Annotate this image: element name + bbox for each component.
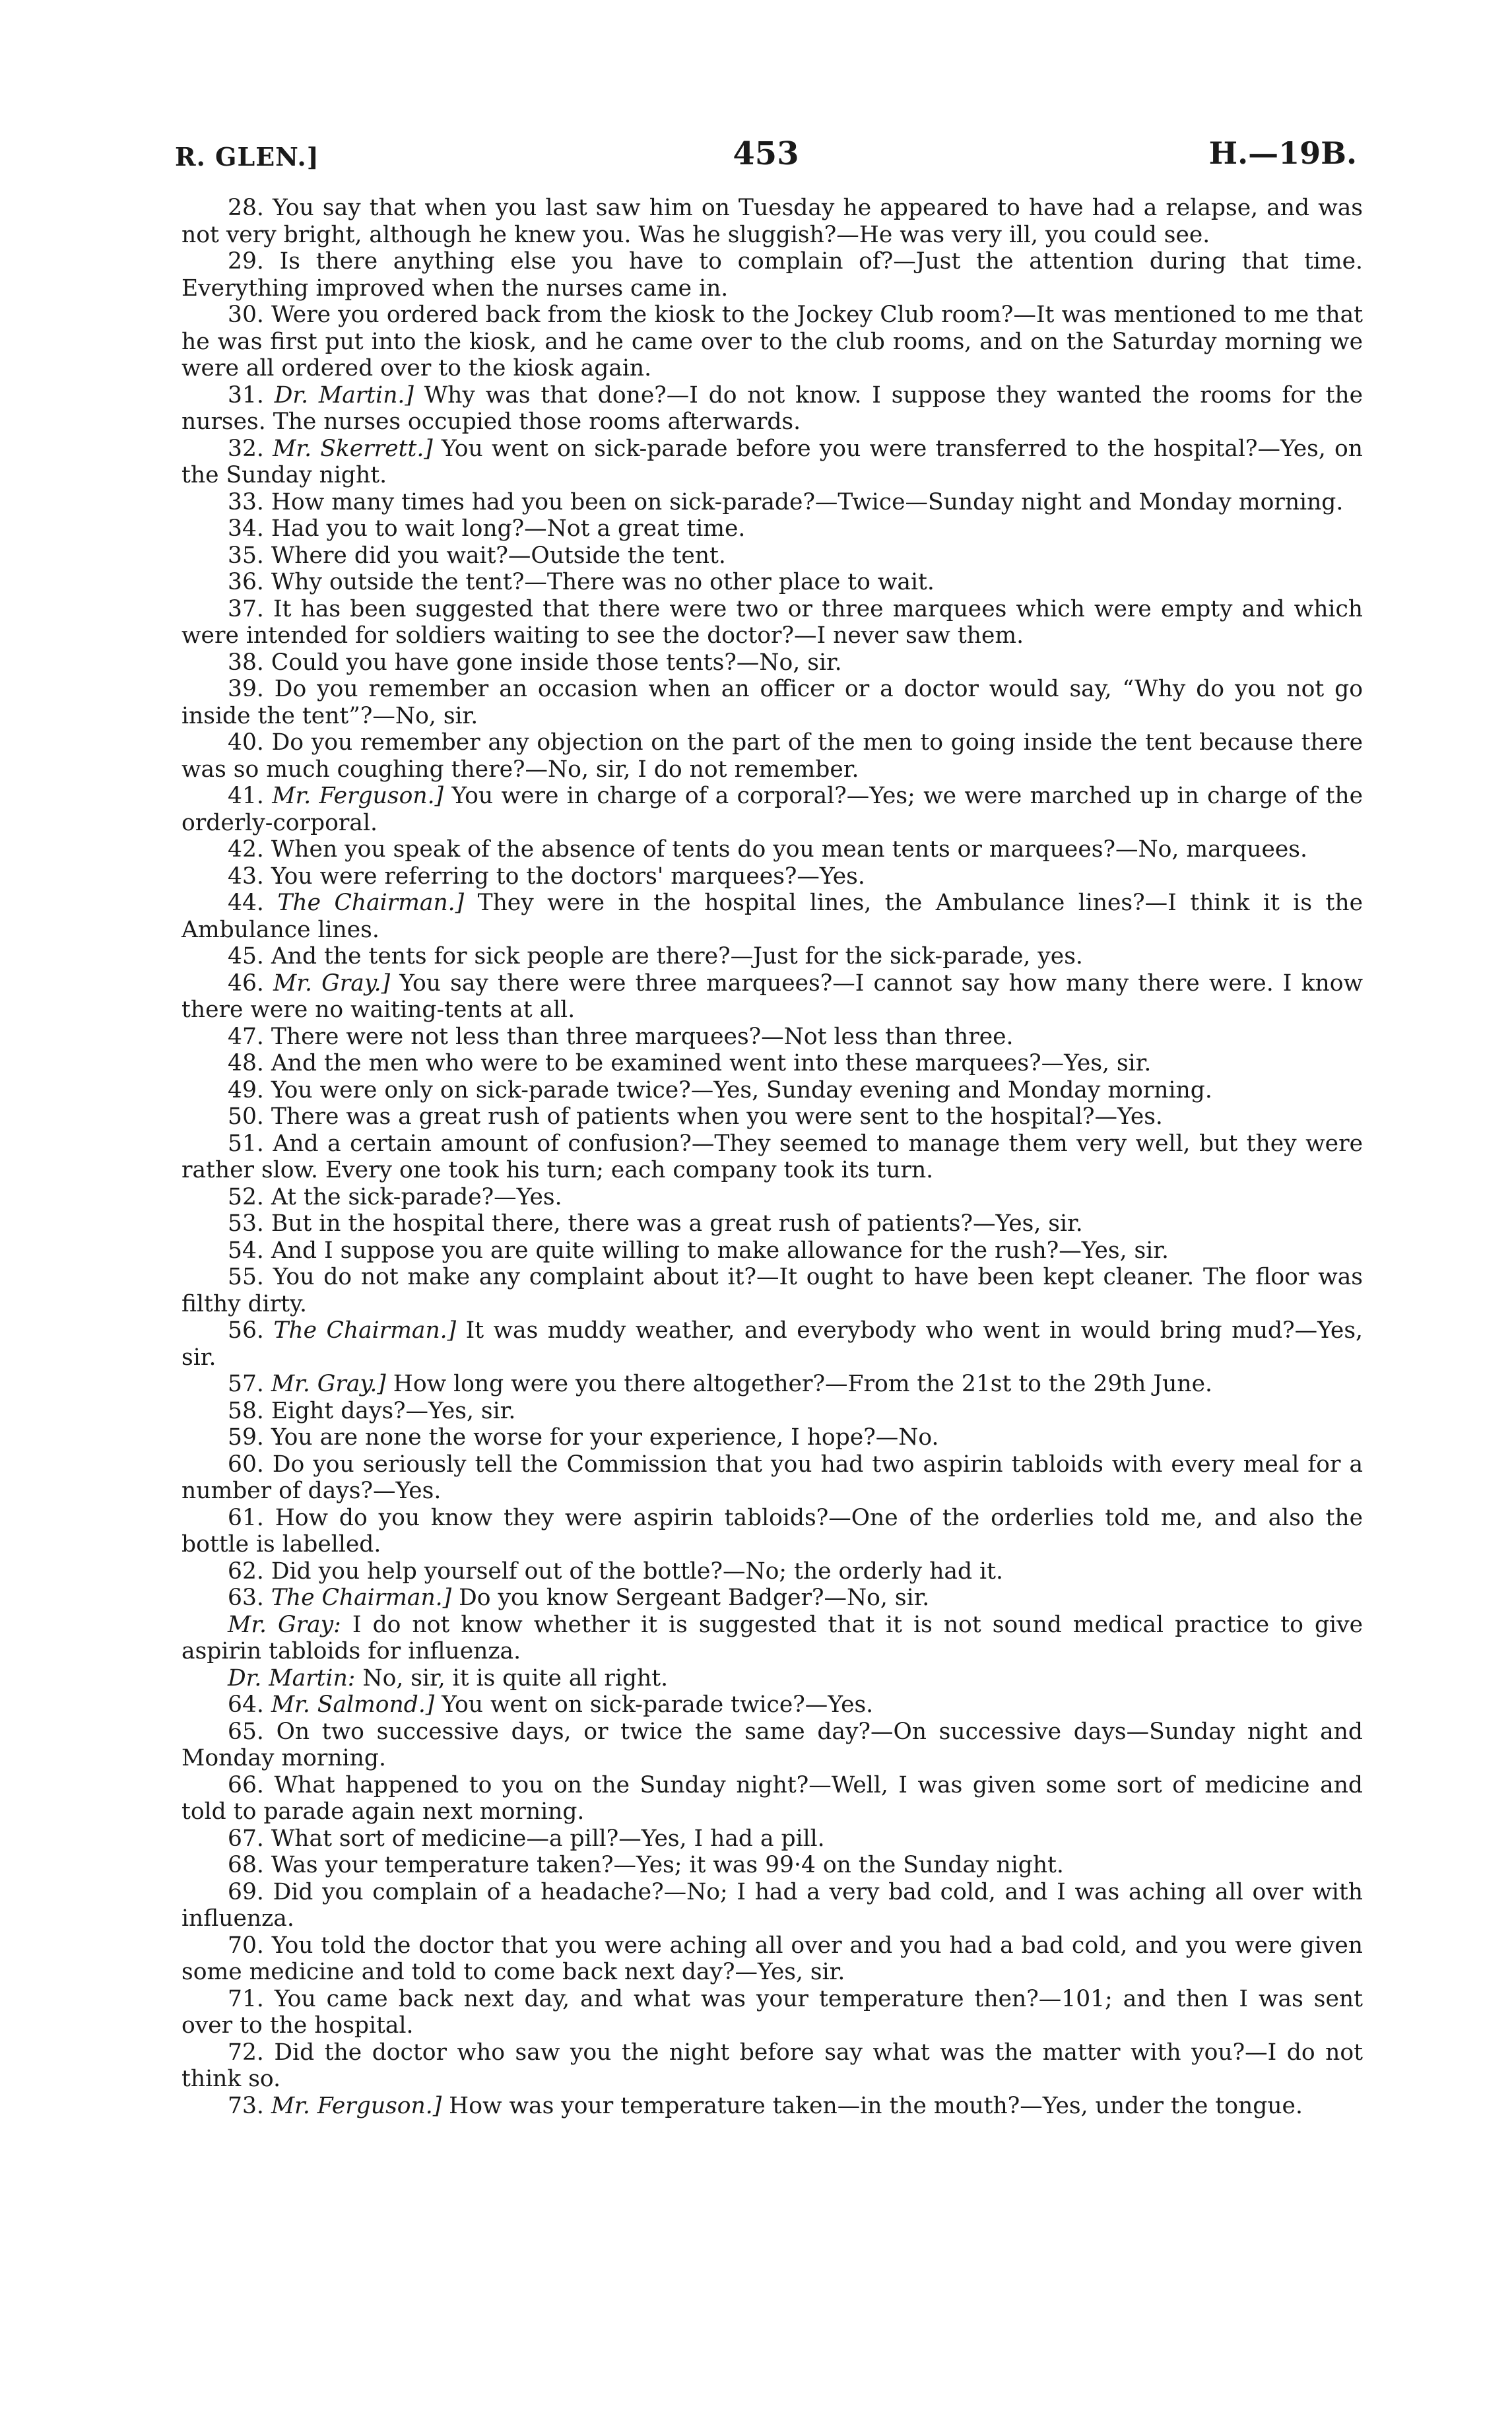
question-answer-text: You say there were three marquees?—I cannot say how many there were. I know there were no waiting-tents at all. [181,970,1364,1023]
question-answer-text: What sort of medicine—a pill?—Yes, I had a pill. [271,1825,825,1852]
transcript-paragraph [181,1371,1363,1398]
question-number: 53. [228,1210,264,1237]
question-answer-text: Do you seriously tell the Commission that you had two aspirin tabloids with every meal for a number of days?—Yes. [181,1451,1364,1504]
question-answer-text: You told the doctor that you were aching all over and you had a bad cold, and you were given some medicine and told to come back next day?—Yes, sir. [181,1932,1363,1985]
transcript-paragraph [181,649,1363,676]
transcript-paragraph [181,970,1363,1024]
question-number: 51. [228,1130,264,1157]
transcript-paragraph [181,1451,1363,1505]
question-number: 52. [228,1183,264,1210]
transcript-paragraph [181,729,1363,783]
transcript-paragraph [181,1424,1363,1451]
question-number: 28. [228,195,264,221]
question-answer-text: On two successive days, or twice the same day?—On successive days—Sunday night and Monday morning. [181,1718,1363,1771]
document-reference: H.—19B. [1208,135,1357,171]
question-answer-text: Do you remember any objection on the part of the men to going inside the tent because there was so much coughing there?—No, sir, I do not remember. [181,729,1363,783]
question-answer-text: You were referring to the doctors' marquees?—Yes. [271,863,865,890]
speaker-label: Mr. Gray.] [273,970,391,997]
transcript-paragraph [181,2039,1363,2093]
question-answer-text: You are none the worse for your experience, I hope?—No. [271,1424,939,1451]
question-answer-text: Could you have gone inside those tents?—No, sir. [271,649,842,676]
question-number: 58. [228,1397,264,1424]
question-number: 33. [228,488,264,515]
transcript-paragraph [181,1719,1363,1772]
question-answer-text: You say that when you last saw him on Tuesday he appeared to have had a relapse, and was not very bright, although he knew you. Was he sluggish?—He was very ill, you could see. [181,195,1363,248]
question-number: 68. [228,1852,264,1878]
question-number: 36. [228,569,264,595]
transcript-paragraph [181,1050,1363,1077]
speaker-label: Mr. Ferguson.] [272,783,444,809]
question-number: 31. [228,381,264,409]
transcript-paragraph [181,890,1363,943]
transcript-paragraph [181,1024,1363,1051]
transcript-paragraph [181,436,1363,489]
question-answer-text: But in the hospital there, there was a great rush of patients?—Yes, sir. [271,1210,1083,1237]
speaker-label: Mr. Skerrett.] [273,435,433,462]
question-number: 37. [228,595,264,622]
question-answer-text: Why outside the tent?—There was no other place to wait. [271,569,935,595]
question-answer-text: I do not know whether it is suggested that it is not sound medical practice to give aspirin tabloids for influenza. [181,1611,1363,1664]
question-answer-text: How do you know they were aspirin tabloids?—One of the orderlies told me, and also the bottle is labelled. [181,1504,1363,1558]
question-number: 42. [228,836,264,863]
speaker-label: The Chairman.] [273,1317,457,1344]
question-answer-text: Do you know Sergeant Badger?—No, sir. [459,1585,930,1611]
transcript-paragraph [181,1612,1363,1665]
question-number: 67. [228,1825,264,1852]
question-number: 70. [228,1932,264,1959]
transcript-paragraph [181,863,1363,890]
question-number: 49. [228,1076,264,1103]
question-number: 55. [228,1264,264,1290]
question-answer-text: How long were you there altogether?—From the 21st to the 29th June. [393,1371,1212,1397]
question-answer-text: You went on sick-parade twice?—Yes. [442,1692,874,1718]
speaker-label: The Chairman.] [271,1585,452,1611]
question-answer-text: You came back next day, and what was your temperature then?—101; and then I was sent over to the hospital. [181,1985,1363,2039]
transcript-body [181,195,1363,2119]
question-number: 57. [228,1371,264,1397]
question-number: 46. [228,970,264,997]
question-number: 41. [228,783,264,809]
transcript-paragraph [181,1103,1363,1131]
transcript-paragraph [181,1131,1363,1184]
question-number: 35. [228,542,264,569]
question-number: 59. [228,1424,264,1451]
question-answer-text: They were in the hospital lines, the Ambulance lines?—I think it is the Ambulance lines. [181,890,1363,943]
question-answer-text: No, sir, it is quite all right. [362,1664,669,1692]
question-answer-text: At the sick-parade?—Yes. [271,1183,562,1210]
transcript-paragraph [181,195,1363,248]
speaker-label: Mr. Gray: [228,1611,341,1638]
question-number: 29. [228,248,264,275]
question-answer-text: Where did you wait?—Outside the tent. [271,542,726,569]
question-answer-text: Did you complain of a headache?—No; I had a very bad cold, and I was aching all over with influenza. [181,1878,1363,1932]
transcript-paragraph [181,1558,1363,1585]
page-header [175,135,1357,175]
question-number: 50. [228,1103,264,1130]
speaker-label: The Chairman.] [277,890,465,916]
speaker-label: Dr. Martin: [228,1664,356,1692]
transcript-paragraph [181,1077,1363,1104]
transcript-paragraph [181,1986,1363,2039]
question-answer-text: What happened to you on the Sunday night?—Well, I was given some sort of medicine and told to parade again next morning. [181,1771,1364,1825]
transcript-paragraph [181,1852,1363,1879]
question-number: 60. [228,1451,264,1478]
question-number: 69. [228,1878,264,1905]
transcript-paragraph [181,302,1363,382]
transcript-paragraph [181,1585,1363,1612]
transcript-paragraph [181,1879,1363,1932]
witness-name: R. GLEN.] [175,142,319,172]
question-number: 45. [228,943,264,970]
transcript-paragraph [181,248,1363,302]
question-number: 40. [228,729,264,756]
question-number: 34. [228,515,264,542]
question-answer-text: How was your temperature taken—in the mouth?—Yes, under the tongue. [449,2092,1303,2119]
question-answer-text: You were only on sick-parade twice?—Yes, Sunday evening and Monday morning. [271,1076,1212,1103]
question-number: 72. [228,2039,264,2066]
question-answer-text: Was your temperature taken?—Yes; it was 99·4 on the Sunday night. [271,1852,1064,1878]
transcript-paragraph [181,382,1363,436]
question-number: 47. [228,1023,264,1050]
question-answer-text: Did you help yourself out of the bottle?—No; the orderly had it. [271,1558,1003,1585]
question-answer-text: You were in charge of a corporal?—Yes; we were marched up in charge of the orderly-corporal. [181,783,1363,836]
question-number: 30. [228,302,264,328]
question-number: 39. [228,676,264,702]
question-answer-text: Is there anything else you have to complain of?—Just the attention during that time. Everything improved when the nurses came in. [181,248,1364,302]
speaker-label: Mr. Gray.] [271,1371,386,1397]
transcript-paragraph [181,1772,1363,1825]
transcript-paragraph [181,1237,1363,1265]
transcript-paragraph [181,1398,1363,1425]
question-number: 63. [228,1585,264,1611]
question-number: 38. [228,649,264,676]
question-number: 56. [228,1317,264,1344]
question-answer-text: Why was that done?—I do not know. I suppose they wanted the rooms for the nurses. The nurses occupied those rooms afterwards. [181,381,1363,435]
question-number: 43. [228,863,264,890]
question-number: 62. [228,1558,264,1585]
question-answer-text: There was a great rush of patients when you were sent to the hospital?—Yes. [271,1103,1163,1130]
question-number: 44. [228,890,264,916]
transcript-paragraph [181,542,1363,570]
question-number: 73. [228,2092,264,2119]
speaker-label: Mr. Ferguson.] [271,2092,442,2119]
question-number: 32. [228,435,264,462]
transcript-paragraph [181,1665,1363,1692]
question-number: 65. [228,1718,264,1745]
question-number: 64. [228,1692,264,1718]
question-answer-text: And I suppose you are quite willing to make allowance for the rush?—Yes, sir. [271,1237,1169,1264]
question-answer-text: It has been suggested that there were two or three marquees which were empty and which were intended for soldiers waiting to see the doctor?—I never saw them. [181,595,1363,649]
transcript-paragraph [181,1932,1363,1986]
question-answer-text: Had you to wait long?—Not a great time. [271,515,746,542]
transcript-paragraph [181,1264,1363,1317]
transcript-paragraph [181,1505,1363,1558]
page-number: 453 [733,135,799,172]
transcript-paragraph [181,1692,1363,1719]
transcript-paragraph [181,2093,1363,2120]
question-answer-text: And the men who were to be examined went into these marquees?—Yes, sir. [271,1050,1152,1076]
question-answer-text: Do you remember an occasion when an officer or a doctor would say, “Why do you not go inside the tent”?—No, sir. [181,676,1363,729]
transcript-paragraph [181,569,1363,596]
transcript-paragraph [181,596,1363,649]
question-answer-text: Eight days?—Yes, sir. [271,1397,516,1424]
question-answer-text: How many times had you been on sick-parade?—Twice—Sunday night and Monday morning. [271,488,1344,515]
question-answer-text: You do not make any complaint about it?—It ought to have been kept cleaner. The floor was filthy dirty. [181,1264,1363,1317]
question-number: 66. [228,1771,264,1798]
transcript-paragraph [181,783,1363,836]
transcript-paragraph [181,515,1363,542]
speaker-label: Mr. Salmond.] [271,1692,435,1718]
question-answer-text: And the tents for sick people are there?—Just for the sick-parade, yes. [271,943,1083,970]
question-answer-text: When you speak of the absence of tents do you mean tents or marquees?—No, marquees. [271,836,1307,863]
transcript-paragraph [181,1317,1363,1371]
question-number: 71. [228,1985,264,2012]
question-answer-text: Were you ordered back from the kiosk to the Jockey Club room?—It was mentioned to me that he was first put into the kiosk, and he came over to the club rooms, and on the Saturday morning we were all ordered over to the kiosk again. [181,302,1364,381]
question-answer-text: It was muddy weather, and everybody who went in would bring mud?—Yes, sir. [181,1317,1364,1371]
transcript-paragraph [181,676,1363,729]
transcript-paragraph [181,1210,1363,1237]
question-number: 61. [228,1504,264,1531]
question-number: 54. [228,1237,264,1264]
transcript-paragraph [181,836,1363,863]
transcript-paragraph [181,943,1363,970]
transcript-paragraph [181,489,1363,516]
transcript-paragraph [181,1184,1363,1211]
question-answer-text: There were not less than three marquees?—Not less than three. [271,1023,1014,1050]
transcript-paragraph [181,1825,1363,1853]
speaker-label: Dr. Martin.] [274,381,414,409]
question-answer-text: And a certain amount of confusion?—They seemed to manage them very well, but they were rather slow. Every one took his turn; each company took its turn. [181,1130,1363,1183]
question-answer-text: You went on sick-parade before you were transferred to the hospital?—Yes, on the Sunday night. [181,435,1363,488]
question-answer-text: Did the doctor who saw you the night before say what was the matter with you?—I do not think so. [181,2039,1364,2092]
question-number: 48. [228,1050,264,1076]
